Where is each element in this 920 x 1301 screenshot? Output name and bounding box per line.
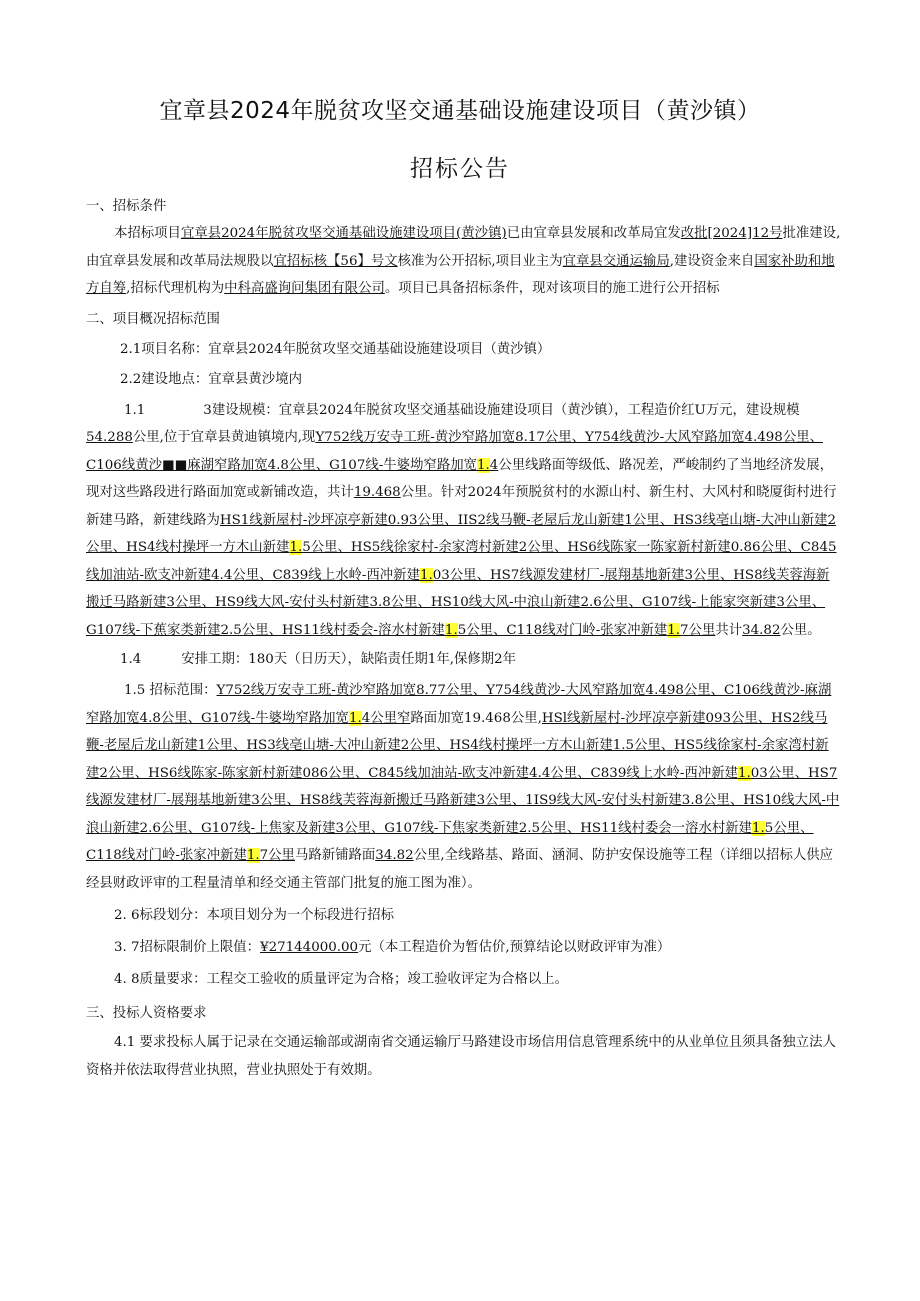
section-heading-1: 一、招标条件	[86, 199, 167, 214]
item-bidder-qualification: 4.1 要求投标人属于记录在交通运输部或湖南省交通运输厅马路建设市场信用信息管理系统中的从业单位且须具备独立法人资格并依法取得营业执照，营业执照处于有效期。	[86, 1035, 836, 1078]
document-subtitle: 招标公告	[410, 156, 510, 182]
tender-conditions-paragraph: 本招标项目宜章县2024年脱贫攻坚交通基础设施建设项目(黄沙镇)已由宜章县发展和改革局宜发改批[2024]12号批准建设,由宜章县发展和改革局法规股以宜招标核【56】号文核准为公开招标,项目业主为宜章县交通运输局,建设资金来自国家补助和地方自筹,招标代理机构为中科高盛询问集团有限公司。项目已具备招标条件，现对该项目的施工进行公开招标	[86, 226, 841, 296]
section-heading-2: 二、项目概况招标范围	[86, 311, 220, 327]
item-quality: 4. 8质量要求：工程交工验收的质量评定为合格；竣工验收评定为合格以上。	[114, 972, 569, 987]
section-heading-3: 三、投标人资格要求	[86, 1006, 207, 1021]
item-price-cap: 3. 7招标限制价上限值：¥27144000.00元（本工程造价为暂估价,预算结论以财政评审为准）	[114, 940, 671, 955]
item-project-name: 2.1项目名称：宜章县2024年脱贫攻坚交通基础设施建设项目（黄沙镇）	[120, 341, 551, 357]
item-lot-division: 2. 6标段划分：本项目划分为一个标段进行招标	[114, 908, 394, 923]
document-body	[86, 190, 841, 1084]
item-location: 2.2建设地点：宜章县黄沙境内	[120, 371, 302, 387]
item-schedule: 1.4 安排工期：180天（日历天），缺陷责任期1年,保修期2年	[120, 652, 517, 667]
document-title: 宜章县2024年脱贫攻坚交通基础设施建设项目（黄沙镇）	[159, 98, 761, 124]
item-construction-scale: 1.1 3建设规模：宜章县2024年脱贫攻坚交通基础设施建设项目（黄沙镇），工程造价红U万元，建设规模54.288公里,位于宜章县黄迪镇境内,现Y752线万安寺工班-黄沙窄路加宽8.17公里、Y754线黄沙-大风窄路加宽4.498公里、C106线黄沙■■麻湖窄路加宽4.8公里、G107线-牛婆坳窄路加宽1.4公里线路面等级低、路况差，严峻制约了当地经济发展，现对这些路段进行路面加宽或新铺改造，共计19.468公里。针对2024年预脱贫村的水源山村、新生村、大风村和晓厦街村进行新建马路，新建线路为HS1线新屋村-沙坪凉亭新建0.93公里、IIS2线马鞭-老屋后龙山新建1公里、HS3线亳山塘-大冲山新建2公里、HS4线村操坪一方木山新建1.5公里、HS5线徐家村-余家湾村新建2公里、HS6线陈家一陈家新村新建0.86公里、C845线加油站-欧支冲新建4.4公里、C839线上水岭-西冲新建1.03公里、HS7线源发建材厂-展翔基地新建3公里、HS8线芙蓉海新搬迁马路新建3公里、HS9线大风-安付头村新建3.8公里、HS10线大风-中浪山新建2.6公里、G107线-上能家突新建3公里、G107线-下蕉家类新建2.5公里、HS11线村委会-溶水村新建1.5公里、C118线对门岭-张家冲新建1.7公里共计34.82公里。	[86, 402, 837, 638]
item-tender-scope: 1.5 招标范围：Y752线万安寺工班-黄沙窄路加宽8.77公里、Y754线黄沙-大风窄路加宽4.498公里、C106线黄沙-麻湖窄路加宽4.8公里、G107线-牛婆坳窄路加宽1.4公里窄路面加宽19.468公里,HSl线新屋村-沙坪凉亭新建093公里、HS2线马鞭-老屋后龙山新建1公里、HS3线亳山塘-大冲山新建2公里、HS4线村操坪一方木山新建1.5公里、HS5线徐家村-余家湾村新建2公里、HS6线陈家-陈家新村新建086公里、C845线加油站-欧支冲新建4.4公里、C839线上水岭-西冲新建1.03公里、HS7线源发建材厂-展翔基地新建3公里、HS8线芙蓉海新搬迁马路新建3公里、1IS9线大风-安付头村新建3.8公里、HS10线大风-中浪山新建2.6公里、G107线-上焦家及新建3公里、G107线-下焦家类新建2.5公里、HS11线村委会一溶水村新建1.5公里、C118线对门岭-张家冲新建1.7公里马路新铺路面34.82公里,全线路基、路面、涵洞、防护安保设施等工程（详细以招标人供应经县财政评审的工程量清单和经交通主管部门批复的施工图为准）。	[86, 683, 840, 891]
